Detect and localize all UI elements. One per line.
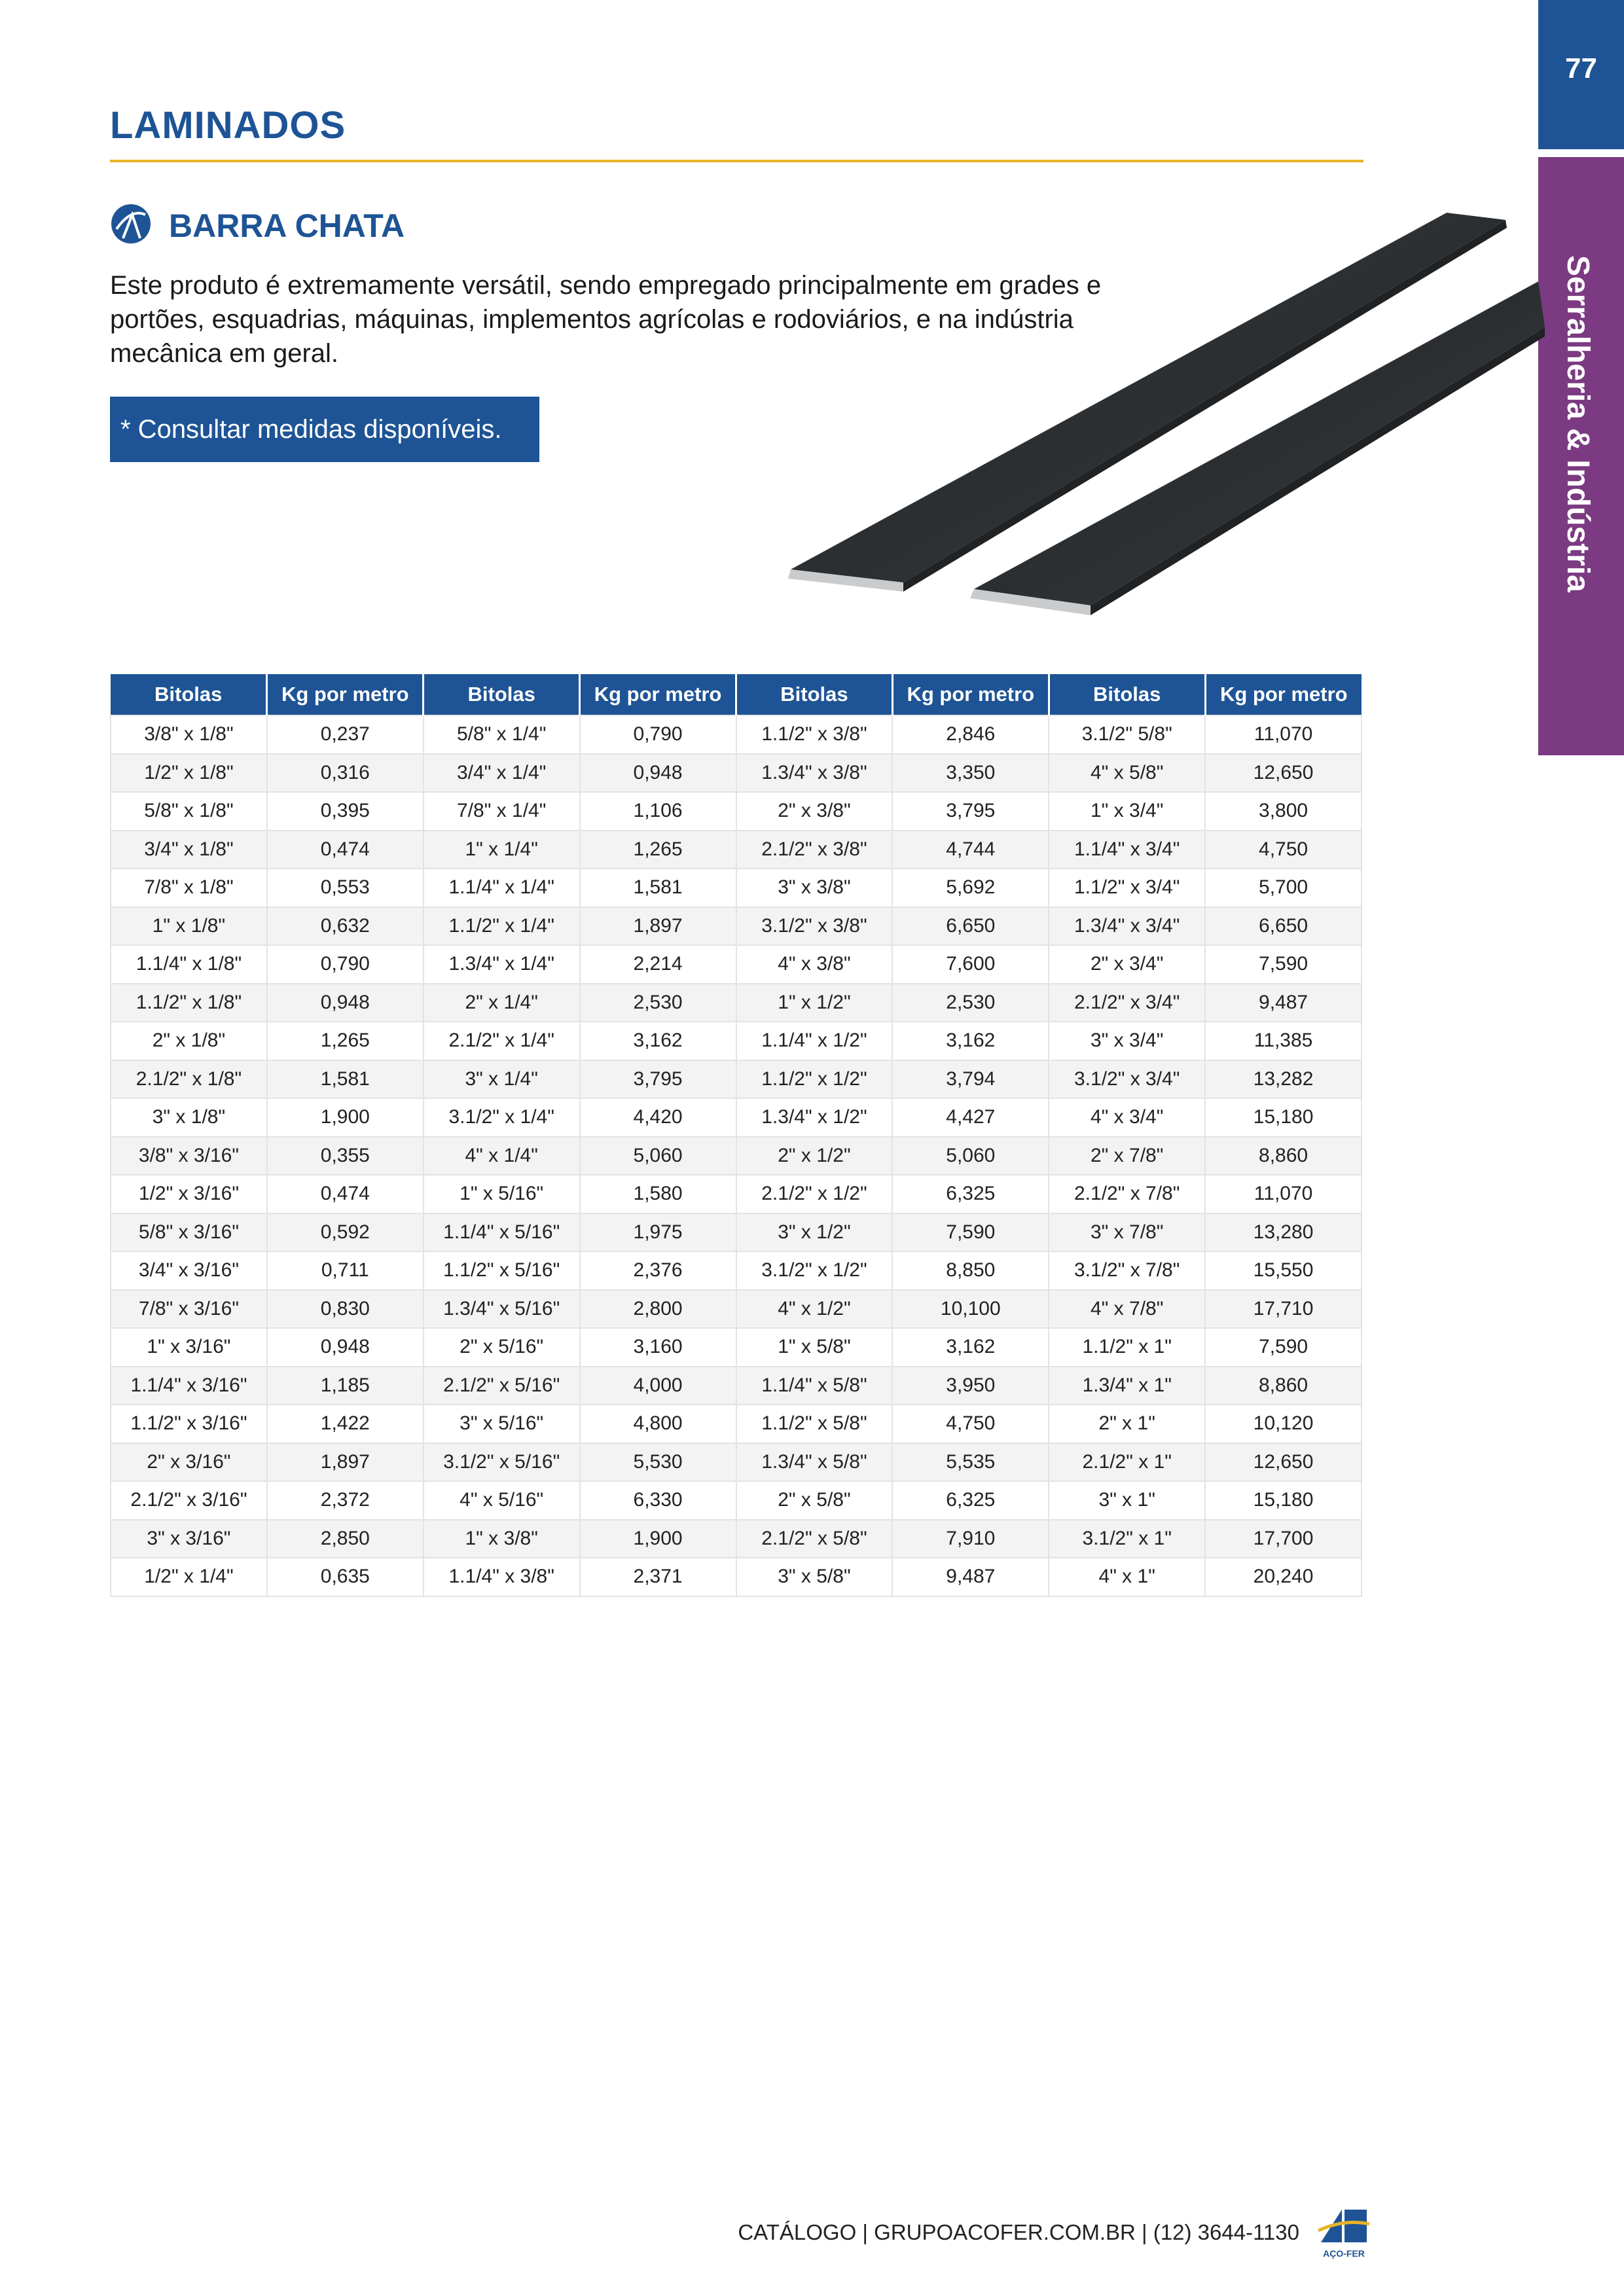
kg-por-metro-cell: 8,860: [1205, 1367, 1362, 1405]
kg-por-metro-cell: 5,692: [892, 869, 1049, 907]
bitola-cell: 1" x 3/4": [1049, 792, 1205, 831]
bitola-cell: 2.1/2" x 1": [1049, 1443, 1205, 1482]
kg-por-metro-cell: 3,950: [892, 1367, 1049, 1405]
kg-por-metro-cell: 13,282: [1205, 1060, 1362, 1099]
kg-por-metro-cell: 0,948: [267, 984, 424, 1022]
bitola-cell: 2" x 1/8": [111, 1022, 267, 1060]
bitola-cell: 1.1/2" x 1/4": [424, 907, 580, 946]
bitola-cell: 1" x 3/8": [424, 1520, 580, 1558]
bitola-cell: 3" x 5/16": [424, 1405, 580, 1443]
bitola-cell: 1.1/4" x 3/16": [111, 1367, 267, 1405]
bitola-cell: 1.1/2" x 1/8": [111, 984, 267, 1022]
kg-por-metro-cell: 6,650: [1205, 907, 1362, 946]
bitola-cell: 1.1/2" x 3/16": [111, 1405, 267, 1443]
kg-por-metro-cell: 8,860: [1205, 1137, 1362, 1175]
bitola-cell: 7/8" x 1/4": [424, 792, 580, 831]
kg-por-metro-cell: 20,240: [1205, 1558, 1362, 1596]
kg-por-metro-cell: 2,214: [580, 945, 736, 984]
kg-por-metro-cell: 0,830: [267, 1290, 424, 1329]
bitola-cell: 4" x 7/8": [1049, 1290, 1205, 1329]
bitola-cell: 2" x 5/8": [736, 1481, 893, 1520]
table-row: [111, 984, 1362, 1022]
kg-por-metro-cell: 4,420: [580, 1098, 736, 1137]
page-title: LAMINADOS: [110, 104, 346, 147]
kg-por-metro-cell: 1,265: [580, 831, 736, 869]
bitola-cell: 1.1/4" x 5/8": [736, 1367, 893, 1405]
col-header-kg-por-metro: Kg por metro: [580, 674, 736, 715]
kg-por-metro-cell: 3,800: [1205, 792, 1362, 831]
kg-por-metro-cell: 12,650: [1205, 754, 1362, 793]
bitola-cell: 2.1/2" x 3/16": [111, 1481, 267, 1520]
kg-por-metro-cell: 1,897: [267, 1443, 424, 1482]
bitola-cell: 2" x 7/8": [1049, 1137, 1205, 1175]
bitola-cell: 1.1/2" x 3/4": [1049, 869, 1205, 907]
kg-por-metro-cell: 1,581: [267, 1060, 424, 1099]
bitola-cell: 3.1/2" x 5/16": [424, 1443, 580, 1482]
bitola-cell: 3/8" x 1/8": [111, 715, 267, 754]
bitola-cell: 3/4" x 3/16": [111, 1251, 267, 1290]
table-row: [111, 1520, 1362, 1558]
kg-por-metro-cell: 3,160: [580, 1328, 736, 1367]
kg-por-metro-cell: 7,910: [892, 1520, 1049, 1558]
bitola-cell: 1.3/4" x 3/8": [736, 754, 893, 793]
table-row: [111, 1367, 1362, 1405]
bitola-cell: 3.1/2" x 1/4": [424, 1098, 580, 1137]
kg-por-metro-cell: 3,162: [580, 1022, 736, 1060]
kg-por-metro-cell: 6,650: [892, 907, 1049, 946]
kg-por-metro-cell: 0,474: [267, 1175, 424, 1213]
bitola-cell: 2.1/2" x 7/8": [1049, 1175, 1205, 1213]
kg-por-metro-cell: 3,794: [892, 1060, 1049, 1099]
bitola-cell: 3" x 1/4": [424, 1060, 580, 1099]
kg-por-metro-cell: 2,800: [580, 1290, 736, 1329]
bitola-cell: 1.3/4" x 1": [1049, 1367, 1205, 1405]
kg-por-metro-cell: 0,355: [267, 1137, 424, 1175]
kg-por-metro-cell: 2,530: [892, 984, 1049, 1022]
kg-por-metro-cell: 15,550: [1205, 1251, 1362, 1290]
col-header-bitolas: Bitolas: [736, 674, 893, 715]
table-row: [111, 1251, 1362, 1290]
bitola-cell: 2.1/2" x 5/8": [736, 1520, 893, 1558]
bitola-cell: 2.1/2" x 3/4": [1049, 984, 1205, 1022]
kg-por-metro-cell: 15,180: [1205, 1481, 1362, 1520]
kg-por-metro-cell: 1,897: [580, 907, 736, 946]
kg-por-metro-cell: 3,795: [580, 1060, 736, 1099]
kg-por-metro-cell: 1,185: [267, 1367, 424, 1405]
kg-por-metro-cell: 3,162: [892, 1328, 1049, 1367]
table-row: [111, 1175, 1362, 1213]
kg-por-metro-cell: 3,795: [892, 792, 1049, 831]
bitola-cell: 2" x 3/16": [111, 1443, 267, 1482]
kg-por-metro-cell: 4,750: [1205, 831, 1362, 869]
kg-por-metro-cell: 9,487: [1205, 984, 1362, 1022]
col-header-bitolas: Bitolas: [1049, 674, 1205, 715]
bitola-cell: 2.1/2" x 1/8": [111, 1060, 267, 1099]
bitola-cell: 5/8" x 1/8": [111, 792, 267, 831]
kg-por-metro-cell: 5,700: [1205, 869, 1362, 907]
bitola-cell: 5/8" x 3/16": [111, 1213, 267, 1252]
col-header-bitolas: Bitolas: [111, 674, 267, 715]
table-row: [111, 1443, 1362, 1482]
table-row: [111, 1098, 1362, 1137]
acofer-logo-icon: [1316, 2204, 1372, 2261]
kg-por-metro-cell: 6,325: [892, 1175, 1049, 1213]
bitola-cell: 3" x 1/8": [111, 1098, 267, 1137]
bitola-cell: 3" x 3/4": [1049, 1022, 1205, 1060]
kg-por-metro-cell: 2,850: [267, 1520, 424, 1558]
bitola-cell: 1/2" x 1/4": [111, 1558, 267, 1596]
bitola-cell: 1" x 3/16": [111, 1328, 267, 1367]
table-row: [111, 1213, 1362, 1252]
bitola-cell: 1.1/4" x 1/2": [736, 1022, 893, 1060]
bitola-cell: 3/4" x 1/4": [424, 754, 580, 793]
bitola-cell: 1.1/4" x 3/8": [424, 1558, 580, 1596]
table-header-row: [111, 674, 1362, 715]
kg-por-metro-cell: 0,948: [267, 1328, 424, 1367]
kg-por-metro-cell: 0,632: [267, 907, 424, 946]
bitola-cell: 2" x 1/4": [424, 984, 580, 1022]
logo-text: AÇO-FER: [1323, 2248, 1365, 2259]
kg-por-metro-cell: 7,590: [892, 1213, 1049, 1252]
bitola-cell: 3" x 7/8": [1049, 1213, 1205, 1252]
kg-por-metro-cell: 0,790: [580, 715, 736, 754]
kg-por-metro-cell: 0,790: [267, 945, 424, 984]
kg-por-metro-cell: 13,280: [1205, 1213, 1362, 1252]
bitola-cell: 1" x 1/8": [111, 907, 267, 946]
col-header-kg-por-metro: Kg por metro: [1205, 674, 1362, 715]
table-row: [111, 792, 1362, 831]
bitola-cell: 3.1/2" x 1/2": [736, 1251, 893, 1290]
col-header-bitolas: Bitolas: [424, 674, 580, 715]
bitola-cell: 1" x 1/2": [736, 984, 893, 1022]
bitola-cell: 1.1/4" x 1/8": [111, 945, 267, 984]
bitola-cell: 2" x 3/4": [1049, 945, 1205, 984]
kg-por-metro-cell: 6,330: [580, 1481, 736, 1520]
bitola-cell: 3" x 3/16": [111, 1520, 267, 1558]
bitola-cell: 3.1/2" x 3/8": [736, 907, 893, 946]
product-description: Este produto é extremamente versátil, sendo empregado principalmente em grades e portões, esquadrias, máquinas, implementos agrícolas e rodoviários, e na indústria mecânica em geral.: [110, 271, 1102, 368]
bitola-cell: 3.1/2" x 3/4": [1049, 1060, 1205, 1099]
kg-por-metro-cell: 4,000: [580, 1367, 736, 1405]
bitola-cell: 1" x 5/16": [424, 1175, 580, 1213]
bitola-cell: 3" x 3/8": [736, 869, 893, 907]
kg-por-metro-cell: 7,590: [1205, 945, 1362, 984]
kg-por-metro-cell: 0,592: [267, 1213, 424, 1252]
page-number-tab: [1538, 0, 1624, 149]
table-row: [111, 869, 1362, 907]
title-divider: [110, 160, 1363, 162]
kg-por-metro-cell: 5,060: [892, 1137, 1049, 1175]
table-row: [111, 907, 1362, 946]
bitola-cell: 2" x 3/8": [736, 792, 893, 831]
kg-por-metro-cell: 1,900: [580, 1520, 736, 1558]
kg-por-metro-cell: 12,650: [1205, 1443, 1362, 1482]
bitola-cell: 1.1/2" x 1": [1049, 1328, 1205, 1367]
barra-chata-table: [110, 674, 1362, 1597]
kg-por-metro-cell: 4,750: [892, 1405, 1049, 1443]
bitola-cell: 7/8" x 3/16": [111, 1290, 267, 1329]
kg-por-metro-cell: 1,265: [267, 1022, 424, 1060]
bitola-cell: 1.3/4" x 5/16": [424, 1290, 580, 1329]
kg-por-metro-cell: 2,530: [580, 984, 736, 1022]
page-number: 77: [1565, 52, 1597, 84]
availability-note: [110, 397, 539, 462]
bitola-cell: 1" x 1/4": [424, 831, 580, 869]
bitola-cell: 1/2" x 1/8": [111, 754, 267, 793]
bitola-cell: 3" x 1": [1049, 1481, 1205, 1520]
bitola-cell: 4" x 1/4": [424, 1137, 580, 1175]
bitola-cell: 4" x 1/2": [736, 1290, 893, 1329]
kg-por-metro-cell: 17,700: [1205, 1520, 1362, 1558]
kg-por-metro-cell: 4,744: [892, 831, 1049, 869]
bitola-cell: 1.3/4" x 5/8": [736, 1443, 893, 1482]
kg-por-metro-cell: 5,530: [580, 1443, 736, 1482]
table-row: [111, 1328, 1362, 1367]
bitola-cell: 2.1/2" x 1/2": [736, 1175, 893, 1213]
kg-por-metro-cell: 15,180: [1205, 1098, 1362, 1137]
section-tab-label: Serralheria & Indústria: [1560, 255, 1595, 592]
table-row: [111, 831, 1362, 869]
table-row: [111, 1481, 1362, 1520]
bitola-cell: 1.1/4" x 5/16": [424, 1213, 580, 1252]
kg-por-metro-cell: 0,948: [580, 754, 736, 793]
kg-por-metro-cell: 9,487: [892, 1558, 1049, 1596]
bitola-cell: 7/8" x 1/8": [111, 869, 267, 907]
col-header-kg-por-metro: Kg por metro: [267, 674, 424, 715]
kg-por-metro-cell: 2,372: [267, 1481, 424, 1520]
bitola-cell: 4" x 3/4": [1049, 1098, 1205, 1137]
bitola-cell: 1.3/4" x 3/4": [1049, 907, 1205, 946]
table-body: [111, 715, 1362, 1596]
bitola-cell: 1.1/2" x 1/2": [736, 1060, 893, 1099]
bitola-cell: 1.1/4" x 3/4": [1049, 831, 1205, 869]
globe-logo-icon: [110, 203, 152, 245]
kg-por-metro-cell: 2,371: [580, 1558, 736, 1596]
kg-por-metro-cell: 4,800: [580, 1405, 736, 1443]
kg-por-metro-cell: 2,846: [892, 715, 1049, 754]
kg-por-metro-cell: 0,474: [267, 831, 424, 869]
kg-por-metro-cell: 10,100: [892, 1290, 1049, 1329]
kg-por-metro-cell: 4,427: [892, 1098, 1049, 1137]
kg-por-metro-cell: 5,060: [580, 1137, 736, 1175]
kg-por-metro-cell: 11,070: [1205, 715, 1362, 754]
bitola-cell: 1.1/2" x 3/8": [736, 715, 893, 754]
kg-por-metro-cell: 0,553: [267, 869, 424, 907]
bitola-cell: 3" x 1/2": [736, 1213, 893, 1252]
kg-por-metro-cell: 7,590: [1205, 1328, 1362, 1367]
col-header-kg-por-metro: Kg por metro: [892, 674, 1049, 715]
kg-por-metro-cell: 2,376: [580, 1251, 736, 1290]
bitola-cell: 4" x 1": [1049, 1558, 1205, 1596]
kg-por-metro-cell: 1,580: [580, 1175, 736, 1213]
bitola-cell: 3/8" x 3/16": [111, 1137, 267, 1175]
footer-contact: CATÁLOGO | GRUPOACOFER.COM.BR | (12) 3644-1130: [738, 2220, 1299, 2244]
kg-por-metro-cell: 17,710: [1205, 1290, 1362, 1329]
table-row: [111, 1405, 1362, 1443]
kg-por-metro-cell: 8,850: [892, 1251, 1049, 1290]
bitola-cell: 1.1/2" x 5/16": [424, 1251, 580, 1290]
kg-por-metro-cell: 1,975: [580, 1213, 736, 1252]
flat-bar-product-image: [779, 196, 1545, 628]
table-row: [111, 1558, 1362, 1596]
bitola-cell: 4" x 5/8": [1049, 754, 1205, 793]
bitola-cell: 3" x 5/8": [736, 1558, 893, 1596]
bitola-cell: 2" x 1": [1049, 1405, 1205, 1443]
bitola-cell: 2.1/2" x 5/16": [424, 1367, 580, 1405]
availability-note-text: * Consultar medidas disponíveis.: [120, 414, 502, 444]
kg-por-metro-cell: 5,535: [892, 1443, 1049, 1482]
kg-por-metro-cell: 3,162: [892, 1022, 1049, 1060]
table-row: [111, 1060, 1362, 1099]
bitola-cell: 5/8" x 1/4": [424, 715, 580, 754]
bitola-cell: 1.3/4" x 1/2": [736, 1098, 893, 1137]
bitola-cell: 3.1/2" 5/8": [1049, 715, 1205, 754]
kg-por-metro-cell: 1,581: [580, 869, 736, 907]
kg-por-metro-cell: 10,120: [1205, 1405, 1362, 1443]
bitola-cell: 2.1/2" x 1/4": [424, 1022, 580, 1060]
table-row: [111, 715, 1362, 754]
kg-por-metro-cell: 0,316: [267, 754, 424, 793]
kg-por-metro-cell: 11,385: [1205, 1022, 1362, 1060]
bitola-cell: 3/4" x 1/8": [111, 831, 267, 869]
table-row: [111, 945, 1362, 984]
bitola-cell: 1/2" x 3/16": [111, 1175, 267, 1213]
table-row: [111, 1290, 1362, 1329]
bitola-cell: 2" x 5/16": [424, 1328, 580, 1367]
kg-por-metro-cell: 11,070: [1205, 1175, 1362, 1213]
kg-por-metro-cell: 0,237: [267, 715, 424, 754]
kg-por-metro-cell: 3,350: [892, 754, 1049, 793]
bitola-cell: 4" x 5/16": [424, 1481, 580, 1520]
kg-por-metro-cell: 1,422: [267, 1405, 424, 1443]
bitola-cell: 1.1/2" x 5/8": [736, 1405, 893, 1443]
kg-por-metro-cell: 1,900: [267, 1098, 424, 1137]
table-row: [111, 1022, 1362, 1060]
table-row: [111, 754, 1362, 793]
kg-por-metro-cell: 0,635: [267, 1558, 424, 1596]
kg-por-metro-cell: 7,600: [892, 945, 1049, 984]
bitola-cell: 3.1/2" x 1": [1049, 1520, 1205, 1558]
kg-por-metro-cell: 0,711: [267, 1251, 424, 1290]
bitola-cell: 1.3/4" x 1/4": [424, 945, 580, 984]
bitola-cell: 2" x 1/2": [736, 1137, 893, 1175]
product-subtitle: BARRA CHATA: [169, 207, 405, 244]
bitola-cell: 1" x 5/8": [736, 1328, 893, 1367]
bitola-cell: 2.1/2" x 3/8": [736, 831, 893, 869]
section-tab: [1538, 157, 1624, 755]
kg-por-metro-cell: 0,395: [267, 792, 424, 831]
table-row: [111, 1137, 1362, 1175]
kg-por-metro-cell: 1,106: [580, 792, 736, 831]
bitola-cell: 4" x 3/8": [736, 945, 893, 984]
bitola-cell: 3.1/2" x 7/8": [1049, 1251, 1205, 1290]
bitola-cell: 1.1/4" x 1/4": [424, 869, 580, 907]
kg-por-metro-cell: 6,325: [892, 1481, 1049, 1520]
